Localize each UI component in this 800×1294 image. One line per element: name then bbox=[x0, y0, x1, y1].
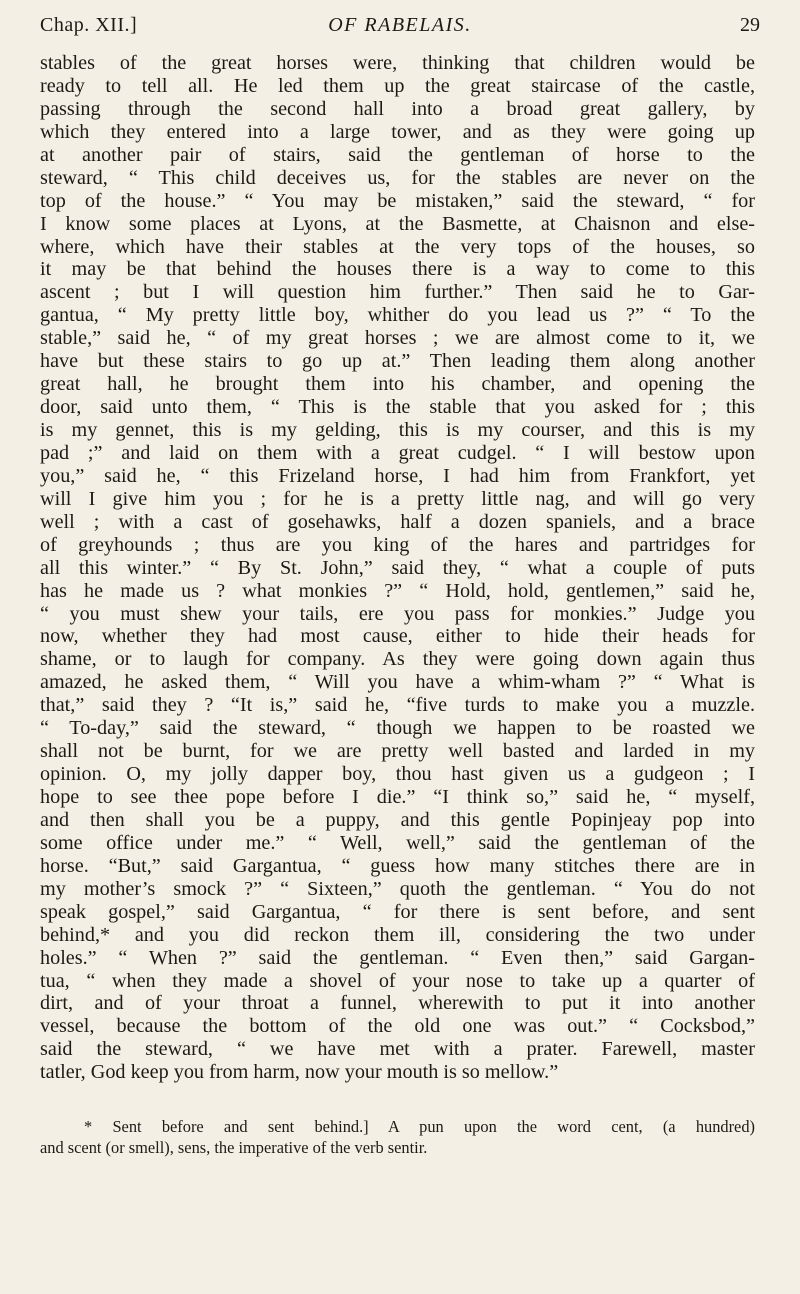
text-line: top of the house.” “ You may be mistaken,” said the steward, “ for bbox=[40, 189, 755, 212]
text-line: shame, or to laugh for company. As they were going down again thus bbox=[40, 648, 755, 671]
page-number: 29 bbox=[740, 14, 760, 36]
text-line: great hall, he brought them into his chamber, and opening the bbox=[40, 373, 755, 396]
text-line: of greyhounds ; thus are you king of the hares and partridges for bbox=[40, 533, 755, 556]
text-line: will I give him you ; for he is a pretty little nag, and will go very bbox=[40, 487, 755, 510]
text-line: vessel, because the bottom of the old one was out.” “ Cocksbod,” bbox=[40, 1015, 755, 1038]
text-line: all this winter.” “ By St. John,” said they, “ what a couple of puts bbox=[40, 556, 755, 579]
text-line: behind,* and you did reckon them ill, considering the two under bbox=[40, 923, 755, 946]
text-line: stables of the great horses were, thinking that children would be bbox=[40, 52, 755, 74]
text-line: is my gennet, this is my gelding, this is my courser, and this is my bbox=[40, 419, 755, 441]
text-line: pad ;” and laid on them with a great cudgel. “ I will bestow upon bbox=[40, 441, 755, 464]
text-line: you,” said he, “ this Frizeland horse, I had him from Frankfort, yet bbox=[40, 464, 755, 487]
running-title: OF RABELAIS. bbox=[328, 14, 472, 36]
text-line: tatler, God keep you from harm, now your mouth is so mellow.” bbox=[40, 1061, 559, 1084]
text-line: shall not be burnt, for we are pretty well basted and larded in my bbox=[40, 740, 755, 763]
text-line: where, which have their stables at the very tops of the houses, so bbox=[40, 235, 755, 258]
text-line: my mother’s smock ?” “ Sixteen,” quoth the gentleman. “ You do not bbox=[40, 877, 755, 900]
text-line: which they entered into a large tower, and as they were going up bbox=[40, 120, 755, 143]
text-line: horse. “But,” said Gargantua, “ guess how many stitches there are in bbox=[40, 854, 755, 877]
text-line: said the steward, “ we have met with a prater. Farewell, master bbox=[40, 1038, 755, 1061]
text-line: well ; with a cast of gosehawks, half a dozen spaniels, and a brace bbox=[40, 510, 755, 533]
text-line: at another pair of stairs, said the gentleman of horse to the bbox=[40, 143, 755, 166]
footnote-line: and scent (or smell), sens, the imperative of the verb sentir. bbox=[40, 1138, 428, 1157]
chapter-label: Chap. XII.] bbox=[40, 14, 138, 36]
footnote-line: * Sent before and sent behind.] A pun upon the word cent, (a hundred) bbox=[84, 1117, 755, 1136]
text-line: dirt, and of your throat a funnel, wherewith to put it into another bbox=[40, 992, 755, 1015]
text-line: have but these stairs to go up at.” Then leading them along another bbox=[40, 350, 755, 373]
text-line: I know some places at Lyons, at the Basmette, at Chaisnon and else- bbox=[40, 212, 755, 235]
text-line: door, said unto them, “ This is the stable that you asked for ; this bbox=[40, 396, 755, 419]
text-line: ascent ; but I will question him further.” Then said he to Gar- bbox=[40, 281, 755, 304]
running-header bbox=[40, 0, 760, 44]
body-text bbox=[40, 52, 755, 1084]
footnote bbox=[40, 1116, 755, 1158]
text-line: passing through the second hall into a broad great gallery, by bbox=[40, 97, 755, 120]
text-line: “ you must shew your tails, ere you pass for monkies.” Judge you bbox=[40, 602, 755, 625]
text-line: opinion. O, my jolly dapper boy, thou hast given us a gudgeon ; I bbox=[40, 763, 755, 786]
text-line: has he made us ? what monkies ?” “ Hold, hold, gentlemen,” said he, bbox=[40, 579, 755, 602]
text-line: now, whether they had most cause, either to hide their heads for bbox=[40, 625, 755, 648]
text-line: amazed, he asked them, “ Will you have a whim-wham ?” “ What is bbox=[40, 671, 755, 694]
text-line: speak gospel,” said Gargantua, “ for there is sent before, and sent bbox=[40, 900, 755, 923]
text-line: holes.” “ When ?” said the gentleman. “ Even then,” said Gargan- bbox=[40, 946, 755, 969]
text-line: “ To-day,” said the steward, “ though we happen to be roasted we bbox=[40, 717, 755, 740]
text-line: ready to tell all. He led them up the great staircase of the castle, bbox=[40, 74, 755, 97]
text-line: gantua, “ My pretty little boy, whither do you lead us ?” “ To the bbox=[40, 304, 755, 327]
text-line: some office under me.” “ Well, well,” said the gentleman of the bbox=[40, 831, 755, 854]
text-line: tua, “ when they made a shovel of your nose to take up a quarter of bbox=[40, 969, 755, 992]
text-line: and then shall you be a puppy, and this gentle Popinjeay pop into bbox=[40, 808, 755, 831]
text-line: hope to see thee pope before I die.” “I think so,” said he, “ myself, bbox=[40, 786, 755, 808]
text-line: stable,” said he, “ of my great horses ; we are almost come to it, we bbox=[40, 327, 755, 350]
text-line: it may be that behind the houses there is a way to come to this bbox=[40, 258, 755, 281]
text-line: steward, “ This child deceives us, for the stables are never on the bbox=[40, 166, 755, 189]
text-line: that,” said they ? “It is,” said he, “five turds to make you a muzzle. bbox=[40, 694, 755, 717]
